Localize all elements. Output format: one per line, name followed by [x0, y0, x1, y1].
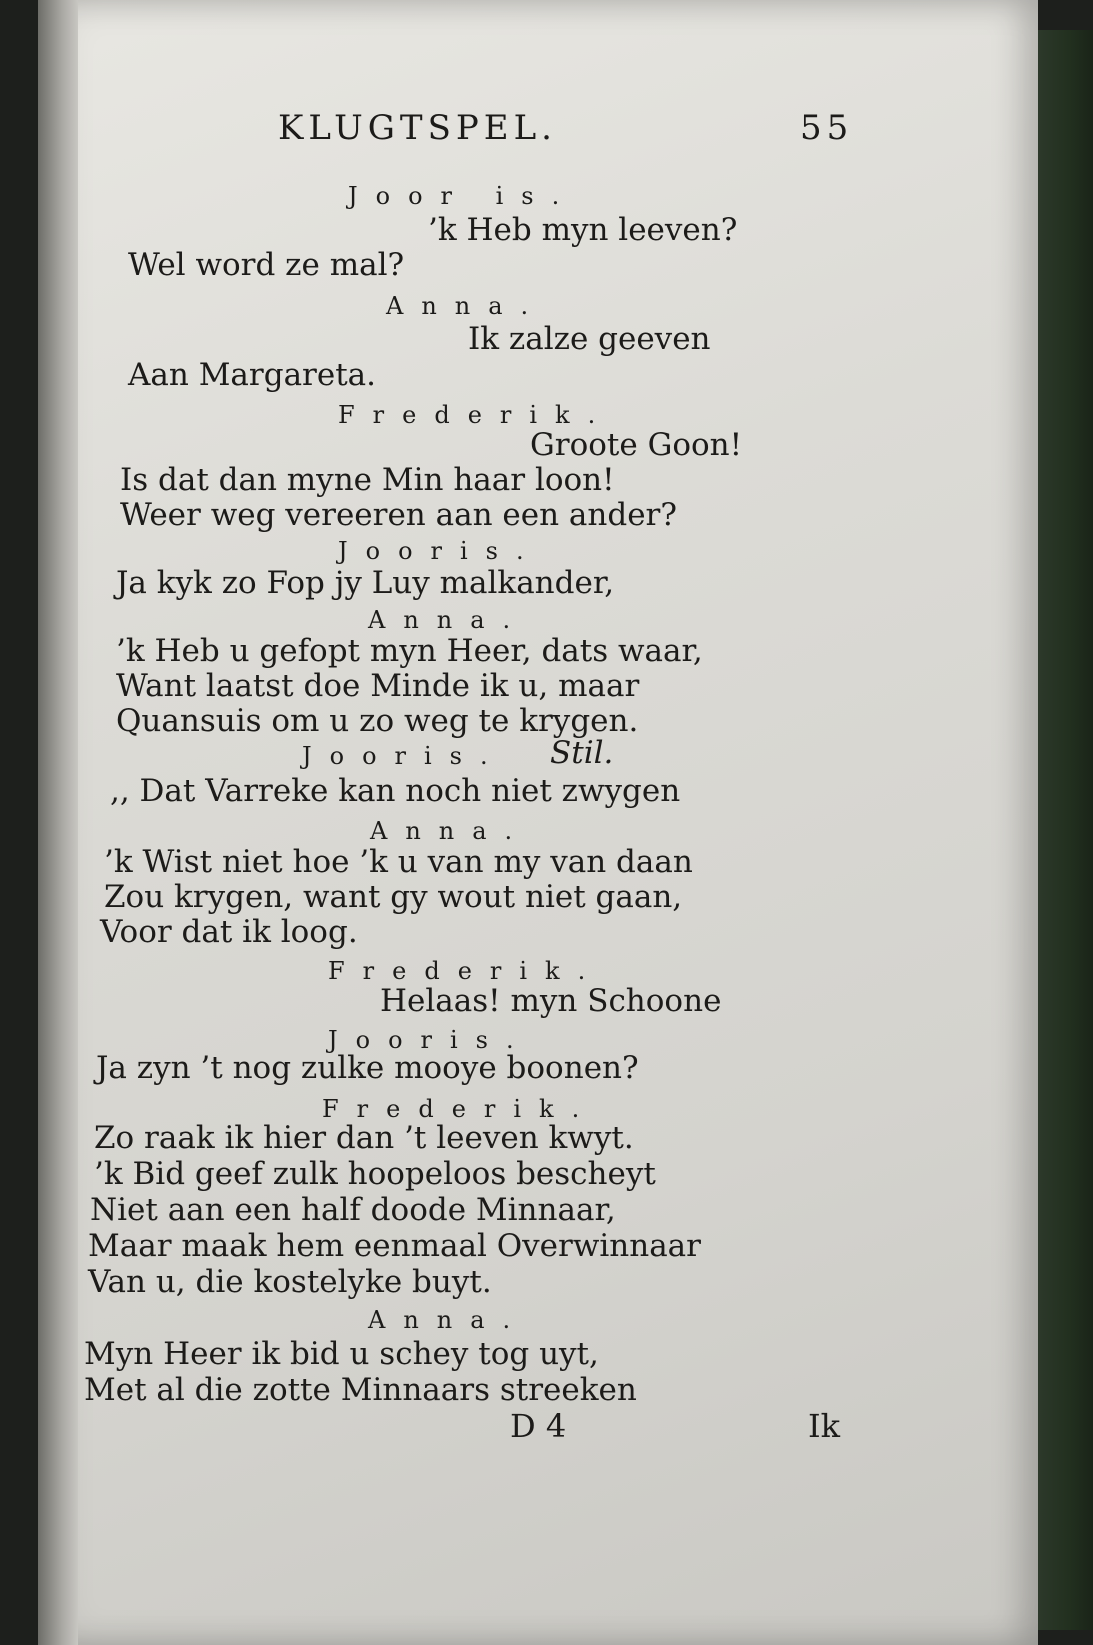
verse-line: Myn Heer ik bid u schey tog uyt, — [84, 1336, 599, 1372]
speaker-name: Anna. — [368, 606, 529, 634]
verse-line: ’k Heb myn leeven? — [428, 212, 738, 248]
verse-line: Voor dat ik loog. — [100, 914, 358, 950]
page-number: 55 — [800, 108, 854, 148]
speaker-name: Jooris. — [338, 537, 542, 565]
page-text — [38, 0, 1038, 1645]
verse-line: Want laatst doe Minde ik u, maar — [116, 668, 640, 704]
book-cover-edge — [1033, 30, 1093, 1630]
verse-line: Weer weg vereeren aan een ander? — [120, 497, 678, 533]
verse-line: Aan Margareta. — [128, 357, 377, 393]
verse-line: Met al die zotte Minnaars streeken — [84, 1372, 637, 1408]
speaker-name: Anna. — [368, 1306, 529, 1334]
speaker-name: Jooris. — [328, 1026, 532, 1054]
verse-line: Van u, die kostelyke buyt. — [88, 1264, 492, 1300]
verse-line: Ja zyn ’t nog zulke mooye boonen? — [96, 1050, 639, 1086]
speaker-name: Frederik. — [328, 957, 604, 985]
verse-line: Wel word ze mal? — [128, 247, 405, 283]
verse-line: Ik zalze geeven — [468, 321, 711, 357]
running-title: KLUGTSPEL. — [278, 108, 557, 148]
signature-mark: D 4 — [510, 1407, 567, 1445]
speaker-name: Joor is. — [348, 182, 578, 210]
speaker-name: Frederik. — [322, 1095, 598, 1123]
verse-line: Zo raak ik hier dan ’t leeven kwyt. — [94, 1120, 634, 1156]
verse-line: ’k Heb u gefopt myn Heer, dats waar, — [116, 633, 703, 669]
verse-line: Is dat dan myne Min haar loon! — [120, 462, 615, 498]
speaker-name: Anna. — [386, 292, 547, 320]
verse-line: ’k Wist niet hoe ’k u van my van daan — [104, 844, 693, 880]
speaker-name: Frederik. — [338, 401, 614, 429]
verse-line: Maar maak hem eenmaal Overwinnaar — [88, 1228, 701, 1264]
verse-line: Quansuis om u zo weg te krygen. — [116, 703, 639, 739]
verse-line: Groote Goon! — [530, 427, 743, 463]
stage-direction: Stil. — [550, 735, 614, 771]
book-page — [38, 0, 1038, 1645]
verse-line: Zou krygen, want gy wout niet gaan, — [104, 879, 683, 915]
verse-line: Niet aan een half doode Minnaar, — [90, 1192, 616, 1228]
verse-line: Helaas! myn Schoone — [380, 983, 722, 1019]
speaker-name: Jooris. — [302, 742, 506, 770]
speaker-name: Anna. — [370, 817, 531, 845]
verse-line: ’k Bid geef zulk hoopeloos bescheyt — [94, 1156, 656, 1192]
catchword: Ik — [808, 1407, 841, 1445]
verse-line: ,, Dat Varreke kan noch niet zwygen — [110, 773, 681, 809]
verse-line: Ja kyk zo Fop jy Luy malkander, — [116, 565, 615, 601]
